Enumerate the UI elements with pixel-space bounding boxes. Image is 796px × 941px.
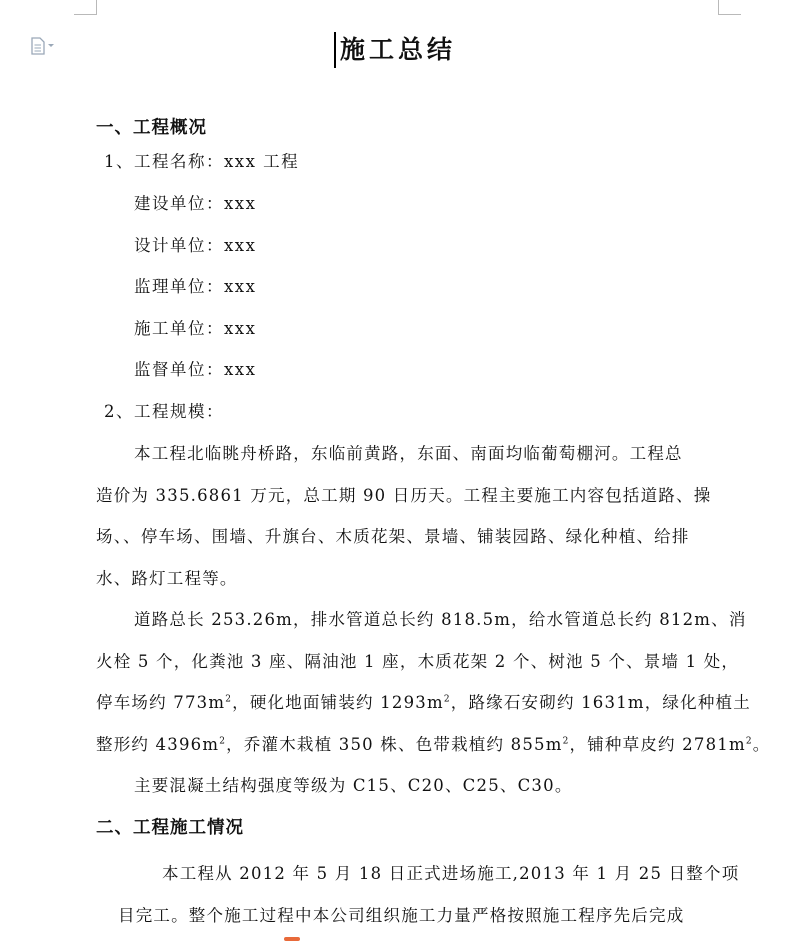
- scale-paragraph-line-2: 造价为 335.6861 万元，总工期 90 日历天。工程主要施工内容包括道路、操: [96, 486, 712, 505]
- construction-unit-line: 建设单位：xxx: [134, 194, 257, 213]
- document-title: 施工总结: [339, 35, 456, 64]
- construction-paragraph-line-2: 目完工。整个施工过程中本公司组织施工力量严格按照施工程序先后完成: [118, 906, 685, 925]
- page-corner-mark-top-left: [74, 0, 97, 15]
- quantities-paragraph-line-1: 道路总长 253.26m，排水管道总长约 818.5m，给水管道总长约 812m、消: [134, 610, 747, 629]
- section-heading-construction: 二、工程施工情况: [96, 818, 244, 838]
- page-corner-mark-top-right: [718, 0, 741, 15]
- oversight-unit-line: 监督单位：xxx: [134, 360, 257, 379]
- quantities-paragraph-line-3: 停车场约 $773m^2$，硬化地面铺装约 $1293m^2$，路缘石安砌约 1631m，绿化种植土: [96, 693, 751, 712]
- quantities-paragraph-line-2: 火栓 5 个，化粪池 3 座、隔油池 1 座，木质花架 2 个、树池 5 个、景墙 1 处，: [96, 652, 740, 671]
- supervision-unit-line: 监理单位：xxx: [134, 277, 257, 296]
- scale-paragraph-line-4: 水、路灯工程等。: [96, 569, 238, 588]
- project-name-line: 1、工程名称：xxx 工程: [104, 152, 300, 171]
- design-unit-line: 设计单位：xxx: [134, 236, 257, 255]
- construction-paragraph-line-1: 本工程从 2012 年 5 月 18 日正式进场施工,2013 年 1 月 25 日整个项: [162, 864, 740, 883]
- scale-paragraph-line-1: 本工程北临眺舟桥路，东临前黄路，东面、南面均临葡萄棚河。工程总: [134, 444, 683, 463]
- scale-paragraph-line-3: 场、、停车场、围墙、升旗台、木质花架、景墙、铺装园路、绿化种植、给排: [96, 527, 690, 546]
- quantities-paragraph-line-4: 整形约 $4396m^2$，乔灌木栽植 350 株、色带栽植约 $855m^2$，铺种草皮约 $2781m^2$。: [96, 735, 771, 754]
- concrete-grade-line: 主要混凝土结构强度等级为 C15、C20、C25、C30。: [134, 776, 573, 795]
- project-scale-line: 2、工程规模：: [104, 402, 224, 421]
- revision-marker: [284, 937, 300, 941]
- contractor-unit-line: 施工单位：xxx: [134, 319, 257, 338]
- section-heading-overview: 一、工程概况: [96, 118, 207, 138]
